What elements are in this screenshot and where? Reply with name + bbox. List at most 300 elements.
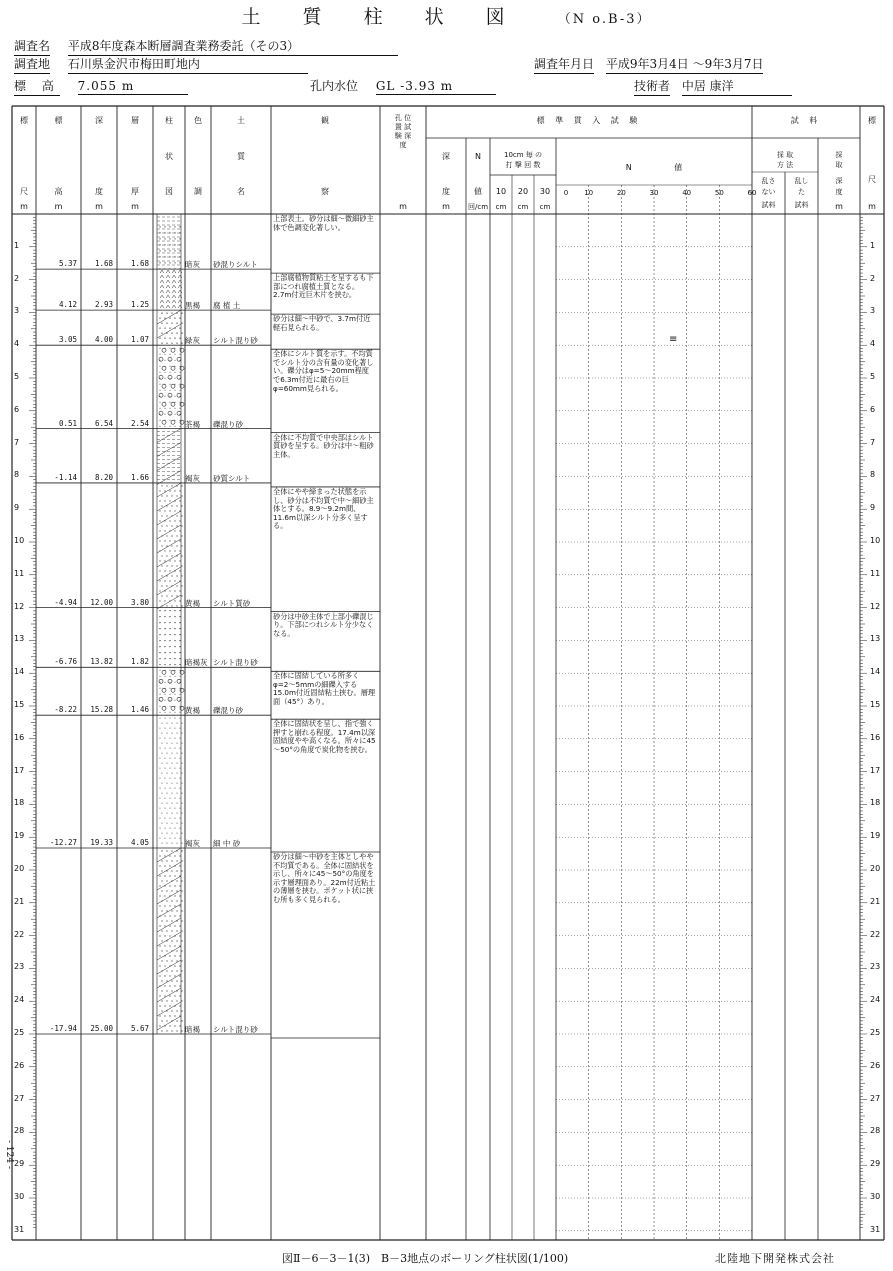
sand-dot xyxy=(169,610,170,611)
peat-pattern xyxy=(162,285,164,288)
location-label: 調査地 xyxy=(14,55,50,74)
scale-label-left: 15 xyxy=(14,700,25,709)
hdr-color: 色 xyxy=(194,116,202,125)
layer-elevation: -12.27 xyxy=(49,838,77,848)
sand-dot xyxy=(162,843,163,844)
sand-dot xyxy=(159,338,160,339)
hdr-b10: 10 xyxy=(495,187,507,196)
scale-label-right: 7 xyxy=(870,437,876,447)
sand-dot xyxy=(174,875,175,876)
sand-dot xyxy=(169,520,170,521)
hdr-thick2: 厚 xyxy=(131,187,139,196)
sand-dot xyxy=(161,850,162,851)
sand-dot xyxy=(170,390,171,391)
sand-dot xyxy=(180,828,181,829)
sand-dot xyxy=(174,550,175,551)
sand-dot xyxy=(166,605,167,606)
peat-pattern xyxy=(178,280,180,283)
sand-dot xyxy=(162,763,163,764)
sand-dot xyxy=(174,895,175,896)
sand-dot xyxy=(181,850,182,851)
gravel-ring xyxy=(171,366,175,370)
sand-dot xyxy=(169,510,170,511)
sand-dot xyxy=(169,865,170,866)
sand-dot xyxy=(179,226,180,227)
sand-dot xyxy=(176,505,177,506)
sand-dot xyxy=(181,605,182,606)
sand-dot xyxy=(171,990,172,991)
sand-dot xyxy=(174,256,175,257)
scale-label-left: 1 xyxy=(14,240,20,250)
sand-dot xyxy=(165,414,166,415)
sand-dot xyxy=(161,880,162,881)
sand-dot xyxy=(181,333,182,334)
sand-dot xyxy=(159,965,160,966)
sand-dot xyxy=(167,733,168,734)
sand-dot xyxy=(175,676,176,677)
sand-dot xyxy=(180,670,181,671)
sand-dot xyxy=(161,1020,162,1021)
gravel-ring xyxy=(177,679,181,683)
sand-dot xyxy=(170,748,171,749)
survey-name-label: 調査名 xyxy=(14,37,50,56)
sand-dot xyxy=(174,338,175,339)
sand-dot xyxy=(174,640,175,641)
silt-diag xyxy=(157,553,181,567)
n-tick-label: 50 xyxy=(714,189,724,197)
sand-dot xyxy=(166,313,167,314)
layer-color: 黄褐 xyxy=(185,598,200,608)
peat-pattern xyxy=(168,270,170,273)
layer-soil-name: 砂質シルト xyxy=(213,473,251,483)
sand-dot xyxy=(170,838,171,839)
sand-dot xyxy=(159,658,160,659)
sand-dot xyxy=(165,838,166,839)
hdr-sample-depth4: 度 xyxy=(835,188,843,196)
sand-dot xyxy=(159,268,160,269)
sand-dot xyxy=(169,646,170,647)
sand-dot xyxy=(179,634,180,635)
sand-dot xyxy=(179,664,180,665)
sand-dot xyxy=(160,348,161,349)
sand-dot xyxy=(162,723,163,724)
sand-dot xyxy=(169,945,170,946)
sand-dot xyxy=(169,652,170,653)
sand-dot xyxy=(181,980,182,981)
sand-dot xyxy=(159,232,160,233)
observation-note: 砂分は細～中砂を主体としやや不均質である。全体に固結状を示し、所々に45～50°の角度を示す層理面あり。22m付近粘土の薄層を挟む。ポケット状に挟む所も多く見られる。 xyxy=(273,852,376,904)
layer-depth: 8.20 xyxy=(94,472,113,482)
sand-dot xyxy=(164,580,165,581)
sand-dot xyxy=(159,616,160,617)
hdr-sample-b2: た xyxy=(798,188,805,196)
scale-label-left: 5 xyxy=(14,372,20,381)
peat-pattern xyxy=(172,305,174,308)
silt-diag xyxy=(157,862,181,876)
sand-dot xyxy=(164,570,165,571)
sand-dot xyxy=(179,610,180,611)
observation-note: 全体に固結している所多く φ=2～5mmの細礫入する 15.0m付近固結粘土挟む。層理面（45°）あり。 xyxy=(273,671,376,707)
scale-label-left: 26 xyxy=(14,1060,25,1070)
hdr-obs2: 察 xyxy=(321,187,329,196)
sand-dot xyxy=(159,1005,160,1006)
sand-dot xyxy=(180,818,181,819)
layer-color: 茶褐 xyxy=(185,419,200,429)
sand-dot xyxy=(171,555,172,556)
scale-label-left: 28 xyxy=(14,1126,25,1136)
sand-dot xyxy=(177,793,178,794)
sand-dot xyxy=(161,595,162,596)
sand-dot xyxy=(167,833,168,834)
layer-soil-name: シルト混り砂 xyxy=(213,658,258,668)
scale-label-left: 19 xyxy=(14,831,25,841)
silt-diag xyxy=(157,483,181,497)
sand-dot xyxy=(165,738,166,739)
sand-dot xyxy=(172,813,173,814)
sand-dot xyxy=(165,712,166,713)
sand-dot xyxy=(169,616,170,617)
sand-dot xyxy=(182,793,183,794)
sand-dot xyxy=(164,610,165,611)
sand-dot xyxy=(177,833,178,834)
peat-pattern xyxy=(160,285,162,288)
sand-dot xyxy=(180,768,181,769)
silt-diag xyxy=(157,324,181,338)
sand-dot xyxy=(162,793,163,794)
sand-dot xyxy=(166,343,167,344)
gravel-ring xyxy=(171,670,175,674)
sand-dot xyxy=(182,763,183,764)
sand-dot xyxy=(169,560,170,561)
sand-dot xyxy=(159,570,160,571)
scale-label-left: 16 xyxy=(14,732,25,742)
layer-soil-name: シルト質砂 xyxy=(213,598,251,608)
sand-dot xyxy=(170,420,171,421)
sand-dot xyxy=(170,426,171,427)
peat-pattern xyxy=(160,275,162,278)
sand-dot xyxy=(159,855,160,856)
sand-dot xyxy=(161,313,162,314)
sand-dot xyxy=(167,813,168,814)
sand-dot xyxy=(165,676,166,677)
scale-label-left: 6 xyxy=(14,404,20,414)
gravel-ring xyxy=(171,420,175,424)
sand-dot xyxy=(170,670,171,671)
sand-dot xyxy=(160,426,161,427)
sand-dot xyxy=(165,828,166,829)
scale-label-left: 9 xyxy=(14,503,20,513)
sand-dot xyxy=(170,758,171,759)
sand-dot xyxy=(171,860,172,861)
sand-dot xyxy=(174,995,175,996)
sand-dot xyxy=(164,616,165,617)
sand-dot xyxy=(165,706,166,707)
sand-dot xyxy=(174,628,175,629)
sand-dot xyxy=(169,232,170,233)
sand-dot xyxy=(161,1030,162,1031)
hdr-b20: 20 xyxy=(517,187,529,196)
gravel-ring xyxy=(180,348,184,352)
sand-dot xyxy=(171,870,172,871)
layer-color: 褐灰 xyxy=(185,473,200,483)
sand-dot xyxy=(180,748,181,749)
sand-dot xyxy=(165,360,166,361)
sand-dot xyxy=(164,262,165,263)
hdr-b30: 30 xyxy=(539,187,551,196)
peat-pattern xyxy=(174,280,176,283)
sand-dot xyxy=(171,980,172,981)
sand-dot xyxy=(159,622,160,623)
hdr-sample-a: 乱さ xyxy=(761,177,776,185)
sand-dot xyxy=(180,758,181,759)
sand-dot xyxy=(175,828,176,829)
sand-dot xyxy=(175,408,176,409)
sand-dot xyxy=(174,985,175,986)
sand-dot xyxy=(169,490,170,491)
company-name: 北陸地下開発株式会社 xyxy=(715,1252,835,1265)
sand-dot xyxy=(177,723,178,724)
sand-dot xyxy=(159,610,160,611)
sand-dot xyxy=(169,915,170,916)
sand-dot xyxy=(179,328,180,329)
sand-dot xyxy=(160,728,161,729)
sand-dot xyxy=(162,833,163,834)
sand-dot xyxy=(170,378,171,379)
sand-dot xyxy=(164,232,165,233)
scale-label-right: 1 xyxy=(870,240,876,250)
sand-dot xyxy=(165,408,166,409)
gravel-ring xyxy=(159,375,163,379)
layer-soil-name: 礫混り砂 xyxy=(213,419,243,429)
sand-dot xyxy=(180,798,181,799)
sand-dot xyxy=(179,318,180,319)
scale-label-left: 27 xyxy=(14,1093,25,1103)
sand-dot xyxy=(175,688,176,689)
scale-label-right: 31 xyxy=(870,1224,881,1234)
sand-dot xyxy=(165,426,166,427)
sand-dot xyxy=(171,920,172,921)
sand-dot xyxy=(164,640,165,641)
hdr-spt-n2: 値 xyxy=(474,187,482,196)
sand-dot xyxy=(180,700,181,701)
sand-dot xyxy=(176,535,177,536)
gravel-ring xyxy=(162,402,166,406)
sand-dot xyxy=(180,712,181,713)
sand-dot xyxy=(176,1010,177,1011)
sand-dot xyxy=(159,226,160,227)
hdr-right-scale-m: m xyxy=(868,202,876,211)
sand-dot xyxy=(174,646,175,647)
sand-dot xyxy=(161,960,162,961)
n-tick-label: 60 xyxy=(747,189,757,197)
sand-dot xyxy=(169,590,170,591)
hdr-sample-a3: 試料 xyxy=(761,201,776,209)
layer-soil-name: 腐 植 土 xyxy=(213,301,241,311)
hdr-depth-m: m xyxy=(95,202,103,211)
sand-dot xyxy=(179,865,180,866)
sand-dot xyxy=(174,238,175,239)
sand-dot xyxy=(171,535,172,536)
sand-dot xyxy=(176,910,177,911)
sand-dot xyxy=(181,870,182,871)
sand-dot xyxy=(164,256,165,257)
sand-dot xyxy=(161,505,162,506)
sand-dot xyxy=(170,414,171,415)
sand-dot xyxy=(181,565,182,566)
sand-dot xyxy=(164,985,165,986)
sand-dot xyxy=(175,414,176,415)
sand-dot xyxy=(176,970,177,971)
observation-note: 全体に固結状を呈し、指で強く押すと崩れる程度。17.4m以深固結度やや高くなる。所々に45～50°の角度で炭化物を挟む。 xyxy=(273,719,376,754)
sand-dot xyxy=(176,960,177,961)
silt-diag xyxy=(157,511,181,525)
sand-dot xyxy=(172,773,173,774)
sand-dot xyxy=(159,520,160,521)
sand-dot xyxy=(175,748,176,749)
hdr-right-scale: 標 xyxy=(868,116,876,125)
peat-pattern xyxy=(174,295,176,298)
sand-dot xyxy=(159,925,160,926)
sand-dot xyxy=(176,595,177,596)
sand-dot xyxy=(159,1025,160,1026)
sand-dot xyxy=(164,945,165,946)
sand-dot xyxy=(159,530,160,531)
sand-dot xyxy=(162,813,163,814)
sand-dot xyxy=(174,520,175,521)
layer-elevation: -17.94 xyxy=(49,1024,77,1033)
peat-pattern xyxy=(162,270,164,273)
silt-diag xyxy=(157,960,181,974)
sand-dot xyxy=(174,600,175,601)
sand-dot xyxy=(166,495,167,496)
sand-dot xyxy=(161,555,162,556)
scale-label-right: 29 xyxy=(870,1159,881,1169)
sand-dot xyxy=(180,694,181,695)
sand-dot xyxy=(180,738,181,739)
scale-label-right: 20 xyxy=(870,864,881,873)
layer-elevation: -1.14 xyxy=(54,472,77,482)
silt-diag xyxy=(157,310,181,324)
sand-dot xyxy=(175,718,176,719)
sand-dot xyxy=(174,622,175,623)
scale-label-right: 15 xyxy=(870,700,881,709)
sand-dot xyxy=(160,402,161,403)
silt-diag xyxy=(157,567,181,581)
peat-pattern xyxy=(178,300,180,303)
n-tick-label: 0 xyxy=(563,189,569,197)
sand-dot xyxy=(172,733,173,734)
sand-dot xyxy=(174,268,175,269)
sand-dot xyxy=(161,990,162,991)
sand-dot xyxy=(181,485,182,486)
scale-label-right: 4 xyxy=(870,339,876,349)
sand-dot xyxy=(170,728,171,729)
sand-dot xyxy=(181,1000,182,1001)
sand-dot xyxy=(164,490,165,491)
sand-dot xyxy=(169,238,170,239)
hdr-spt-depth-m: m xyxy=(442,202,450,211)
sand-dot xyxy=(179,646,180,647)
peat-pattern xyxy=(172,280,174,283)
sand-dot xyxy=(162,733,163,734)
sand-dot xyxy=(160,700,161,701)
water-level-label: 孔内水位 xyxy=(310,79,359,93)
layer-color: 黒褐 xyxy=(185,301,200,311)
n-tick-label: 20 xyxy=(616,189,626,197)
hdr-sample-b3: 試料 xyxy=(794,201,809,209)
date-value: 平成9年3月4日 ～9年3月7日 xyxy=(606,55,764,74)
sand-dot xyxy=(179,658,180,659)
peat-pattern xyxy=(172,290,174,293)
sand-dot xyxy=(166,980,167,981)
gravel-ring xyxy=(177,411,181,415)
sand-dot xyxy=(164,238,165,239)
sand-dot xyxy=(160,706,161,707)
layer-thickness: 1.46 xyxy=(130,705,149,715)
sand-dot xyxy=(164,510,165,511)
peat-pattern xyxy=(168,290,170,293)
scale-label-left: 24 xyxy=(14,995,25,1005)
elevation-value: 7.055 m xyxy=(78,79,188,95)
sand-dot xyxy=(171,575,172,576)
sand-dot xyxy=(162,823,163,824)
sand-dot xyxy=(161,343,162,344)
hdr-sample-a2: ない xyxy=(761,188,776,196)
sand-dot xyxy=(159,600,160,601)
sand-dot xyxy=(166,535,167,536)
sand-dot xyxy=(160,798,161,799)
sand-dot xyxy=(179,965,180,966)
sand-dot xyxy=(164,935,165,936)
sand-dot xyxy=(180,718,181,719)
sand-dot xyxy=(180,384,181,385)
sand-dot xyxy=(180,682,181,683)
sand-dot xyxy=(176,1020,177,1021)
hdr-right-scale2: 尺 xyxy=(868,175,876,184)
hdr-thick-m: m xyxy=(131,202,139,211)
layer-depth: 19.33 xyxy=(90,838,113,848)
observation-note: 砂分は細～中砂で、3.7m付近軽石見られる。 xyxy=(273,314,371,332)
sand-dot xyxy=(175,838,176,839)
sand-dot xyxy=(165,788,166,789)
sand-dot xyxy=(171,890,172,891)
layer-depth: 2.93 xyxy=(94,300,113,310)
sand-dot xyxy=(174,658,175,659)
sand-dot xyxy=(171,495,172,496)
sand-dot xyxy=(159,865,160,866)
scale-label-right: 13 xyxy=(870,634,881,644)
scale-label-right: 24 xyxy=(870,995,881,1005)
peat-pattern xyxy=(162,300,164,303)
sand-dot xyxy=(165,778,166,779)
scale-label-left: 12 xyxy=(14,601,25,611)
sand-dot xyxy=(164,500,165,501)
sand-dot xyxy=(161,870,162,871)
sand-dot xyxy=(171,940,172,941)
layer-thickness: 1.68 xyxy=(130,259,149,269)
gravel-ring xyxy=(180,688,184,692)
sand-dot xyxy=(174,510,175,511)
sand-dot xyxy=(160,758,161,759)
sand-dot xyxy=(172,803,173,804)
silt-diag xyxy=(157,497,181,511)
silt-diag xyxy=(157,471,181,485)
sand-dot xyxy=(169,226,170,227)
sand-dot xyxy=(159,560,160,561)
scale-label-right: 11 xyxy=(870,568,881,578)
gravel-ring xyxy=(159,679,163,683)
scale-label-right: 27 xyxy=(870,1093,881,1103)
